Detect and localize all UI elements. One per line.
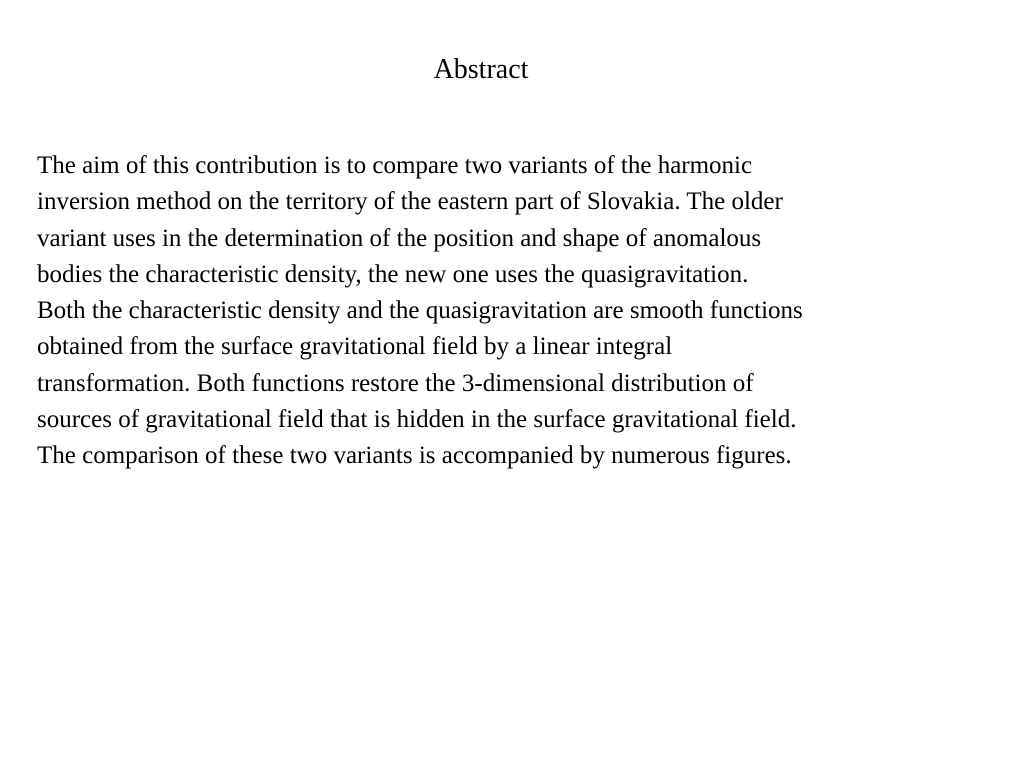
abstract-line: Both the characteristic density and the quasigravitation are smooth functions bbox=[37, 297, 803, 325]
abstract-body bbox=[37, 148, 997, 475]
abstract-line: transformation. Both functions restore the 3-dimensional distribution of bbox=[37, 369, 754, 397]
abstract-line: obtained from the surface gravitational field by a linear integral bbox=[37, 333, 673, 361]
abstract-line: The comparison of these two variants is accompanied by numerous figures. bbox=[37, 442, 792, 470]
abstract-line: variant uses in the determination of the position and shape of anomalous bbox=[37, 224, 762, 252]
abstract-line: inversion method on the territory of the eastern part of Slovakia. The older bbox=[37, 188, 783, 216]
abstract-line: sources of gravitational field that is hidden in the surface gravitational field. bbox=[37, 406, 797, 434]
abstract-line: The aim of this contribution is to compare two variants of the harmonic bbox=[37, 152, 753, 179]
abstract-line: bodies the characteristic density, the new one uses the quasigravitation. bbox=[37, 260, 749, 288]
abstract-title: Abstract bbox=[433, 54, 529, 85]
